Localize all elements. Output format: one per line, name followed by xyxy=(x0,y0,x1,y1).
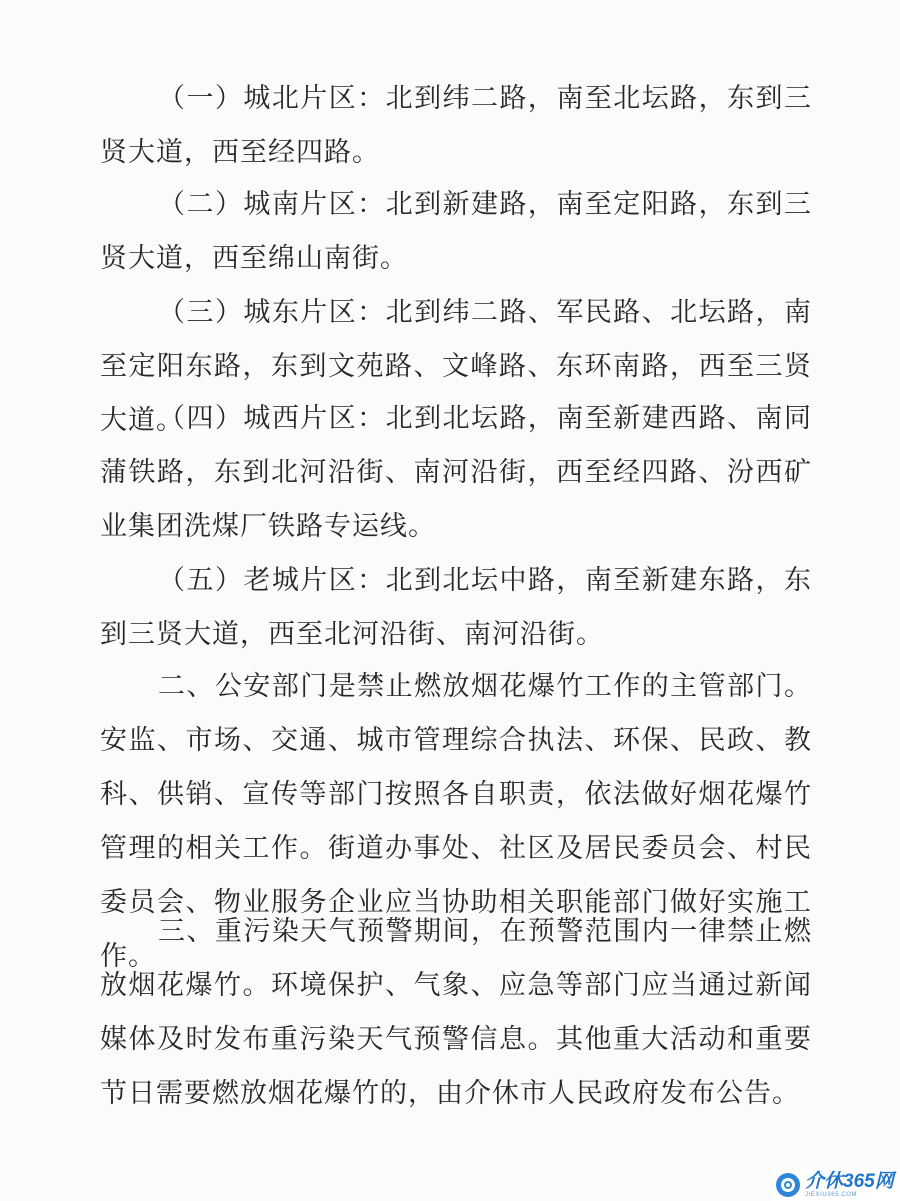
watermark-text xyxy=(805,1172,894,1198)
paragraph-city-east: （三）城东片区：北到纬二路、军民路、北坛路，南至定阳东路，东到文苑路、文峰路、东环南路，西至三贤大道。 xyxy=(100,297,812,436)
paragraph-city-south: （二）城南片区：北到新建路，南至定阳路，东到三贤大道，西至绵山南街。 xyxy=(100,189,812,274)
paragraph-city-west: （四）城西片区：北到北坛路，南至新建西路、南同蒲铁路，东到北河沿街、南河沿街，西至经四路、汾西矿业集团洗煤厂铁路专运线。 xyxy=(100,403,812,542)
paragraph-city-north: （一）城北片区：北到纬二路，南至北坛路，东到三贤大道，西至经四路。 xyxy=(100,83,812,168)
site-logo-icon xyxy=(776,1173,800,1197)
paragraph-old-city: （五）老城片区：北到北坛中路，南至新建东路，东到三贤大道，西至北河沿街、南河沿街。 xyxy=(100,565,812,650)
watermark-domain: JIEXIU365.COM xyxy=(805,1192,858,1198)
watermark-site-name: 介休365网 xyxy=(805,1171,894,1192)
site-watermark xyxy=(772,1169,900,1201)
paragraph-section-two: 二、公安部门是禁止燃放烟花爆竹工作的主管部门。安监、市场、交通、城市管理综合执法、环保、民政、教科、供销、宣传等部门按照各自职责，依法做好烟花爆竹管理的相关工作。街道办事处、社区及居民委员会、村民委员会、物业服务企业应当协助相关职能部门做好实施工作。 xyxy=(100,671,812,972)
paragraph-section-three: 三、重污染天气预警期间，在预警范围内一律禁止燃放烟花爆竹。环境保护、气象、应急等部门应当通过新闻媒体及时发布重污染天气预警信息。其他重大活动和重要节日需要燃放烟花爆竹的，由介休市人民政府发布公告。 xyxy=(100,916,812,1109)
